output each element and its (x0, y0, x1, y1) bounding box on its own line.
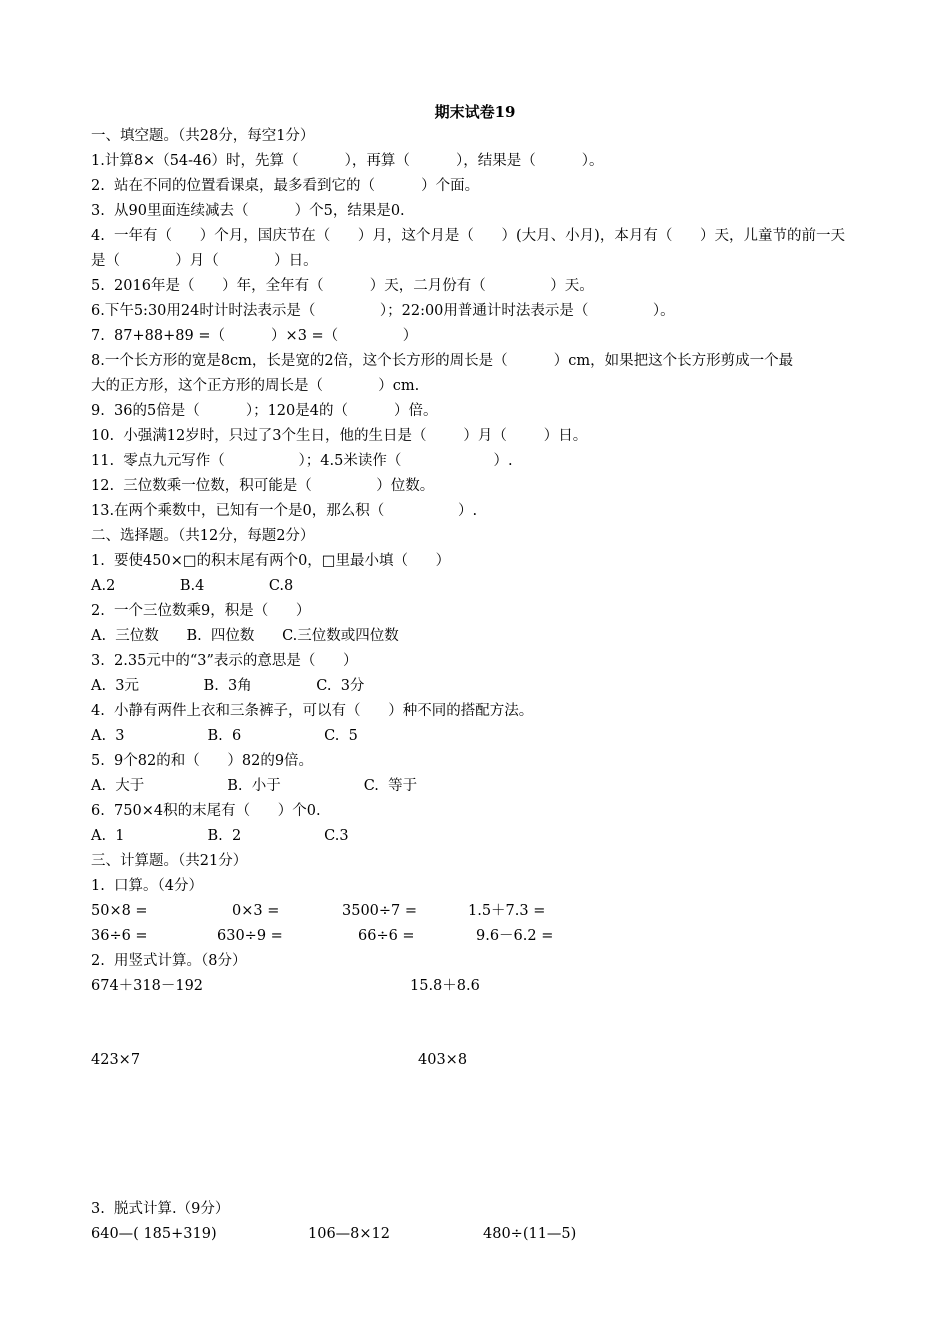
question-line: 6. 750×4积的末尾有（ ）个0. (91, 803, 321, 819)
oral-item: 630÷9 = (217, 928, 283, 944)
oral-item: 1.5＋7.3 = (468, 903, 546, 919)
question-line: 6.下午5:30用24时计时法表示是（ ）；22:00用普通计时法表示是（ ）。 (91, 303, 675, 319)
oral-item: 3500÷7 = (342, 903, 418, 919)
oral-item: 9.6－6.2 = (476, 928, 554, 944)
question-line: 4. 小静有两件上衣和三条裤子，可以有（ ）种不同的搭配方法。 (91, 703, 534, 719)
question-line: 2. 用竖式计算。（8分） (91, 953, 247, 969)
step-item: 106—8×12 (308, 1226, 391, 1242)
oral-item: 0×3 = (232, 903, 280, 919)
options-line: A. 1 B. 2 C.3 (91, 828, 349, 844)
question-line: 12. 三位数乘一位数，积可能是（ ）位数。 (91, 478, 435, 494)
question-line: 3. 2.35元中的“3”表示的意思是（ ） (91, 653, 358, 669)
question-line: 5. 2016年是（ ）年，全年有（ ）天，二月份有（ ）天。 (91, 278, 594, 294)
oral-item: 66÷6 = (358, 928, 415, 944)
section-heading-fill: 一、填空题。（共28分，每空1分） (91, 128, 315, 144)
oral-item: 36÷6 = (91, 928, 148, 944)
question-line: 11. 零点九元写作（ ）；4.5米读作（ ）. (91, 453, 513, 469)
question-line: 10. 小强满12岁时，只过了3个生日，他的生日是（ ）月（ ）日。 (91, 428, 588, 444)
question-line: 1. 要使450×□的积末尾有两个0，□里最小填（ ） (91, 553, 451, 569)
options-line: A. 三位数 B. 四位数 C.三位数或四位数 (91, 628, 399, 644)
vertical-item: 423×7 (91, 1052, 141, 1068)
question-line: 5. 9个82的和（ ）82的9倍。 (91, 753, 314, 769)
question-line: 大的正方形，这个正方形的周长是（ ）cm. (91, 378, 420, 394)
question-line: 1. 口算。（4分） (91, 878, 204, 894)
question-line: 1.计算8×（54-46）时，先算（ ），再算（ ），结果是（ ）。 (91, 153, 604, 169)
question-line: 13.在两个乘数中，已知有一个是0，那么积（ ）. (91, 503, 478, 519)
section-heading-calc: 三、计算题。（共21分） (91, 853, 248, 869)
question-line: 是（ ）月（ ）日。 (91, 253, 318, 269)
section-heading-choice: 二、选择题。（共12分，每题2分） (91, 528, 315, 544)
question-line: 2. 一个三位数乘9，积是（ ） (91, 603, 311, 619)
options-line: A.2 B.4 C.8 (91, 578, 294, 594)
question-line: 3. 从90里面连续减去（ ）个5，结果是0. (91, 203, 405, 219)
oral-item: 50×8 = (91, 903, 148, 919)
step-item: 480÷(11—5) (483, 1226, 577, 1242)
question-line: 2. 站在不同的位置看课桌，最多看到它的（ ）个面。 (91, 178, 480, 194)
options-line: A. 大于 B. 小于 C. 等于 (91, 778, 418, 794)
vertical-item: 674＋318－192 (91, 978, 204, 994)
question-line: 4. 一年有（ ）个月，国庆节在（ ）月，这个月是（ ）(大月、小月)，本月有（ ）天，儿童节的前一天 (91, 228, 845, 244)
question-line: 8.一个长方形的宽是8cm，长是宽的2倍，这个长方形的周长是（ ）cm，如果把这个长方形剪成一个最 (91, 353, 794, 369)
step-item: 640—( 185+319) (91, 1226, 217, 1242)
vertical-item: 403×8 (418, 1052, 468, 1068)
page-title: 期末试卷19 (434, 103, 516, 121)
vertical-item: 15.8＋8.6 (410, 978, 480, 994)
options-line: A. 3 B. 6 C. 5 (91, 728, 358, 744)
question-line: 7. 87+88+89 =（ ）×3 =（ ） (91, 328, 418, 344)
options-line: A. 3元 B. 3角 C. 3分 (91, 678, 365, 694)
question-line: 9. 36的5倍是（ ）；120是4的（ ）倍。 (91, 403, 438, 419)
question-line: 3. 脱式计算.（9分） (91, 1201, 230, 1217)
